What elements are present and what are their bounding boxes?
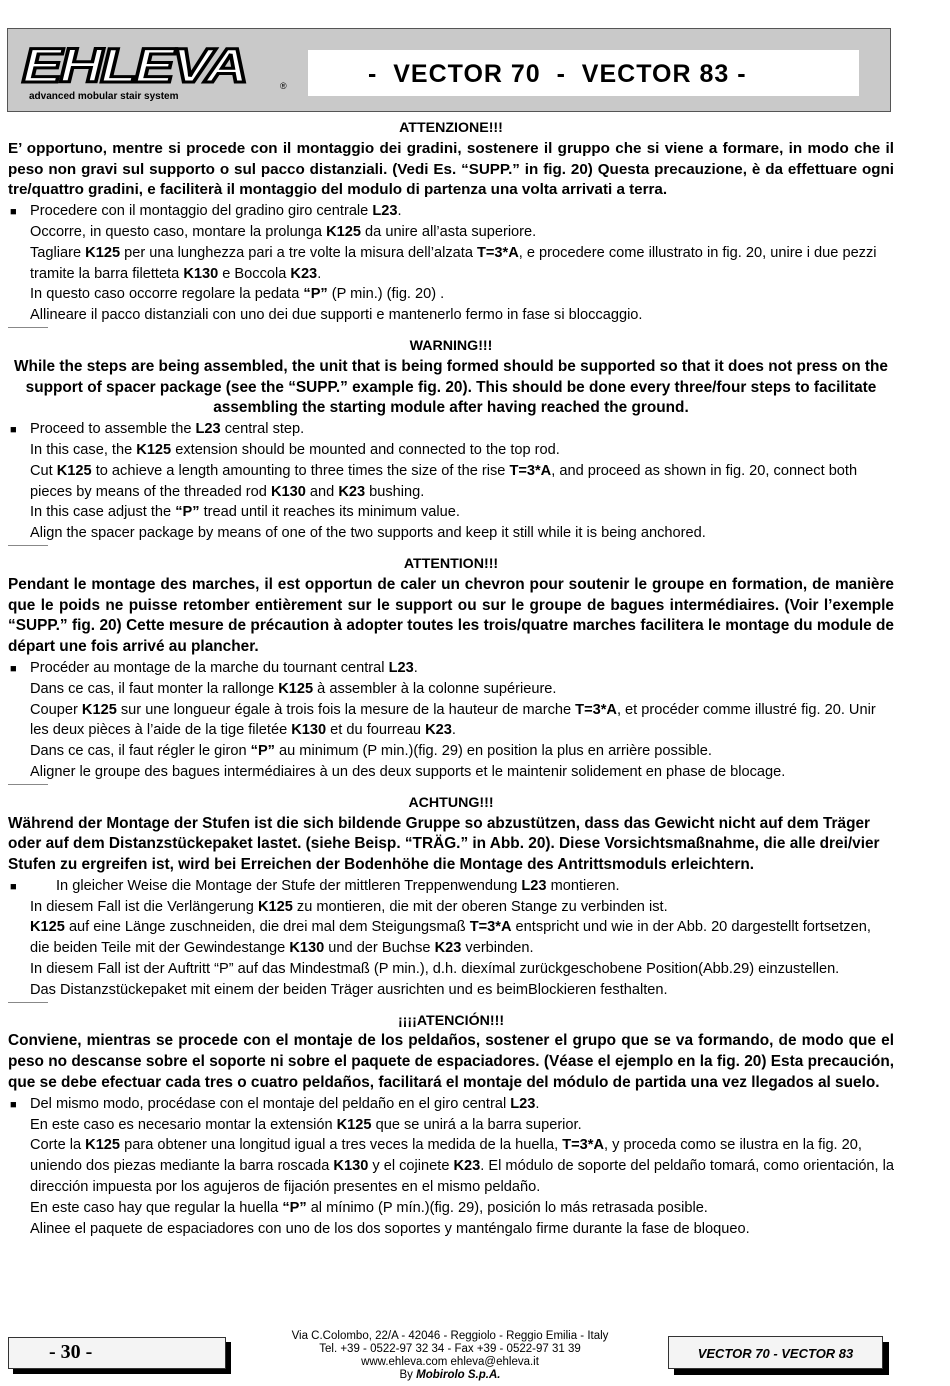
- company-line: [250, 1369, 650, 1382]
- step-line: Allineare il pacco distanziali con uno dei due supporti e mantenerlo fermo in fase si bloccaggio.: [30, 307, 643, 324]
- text: sur une longueur égale à trois fois la mesure de la hauteur de marche: [116, 701, 576, 718]
- intro-de: Während der Montage der Stufen ist die sich bildende Gruppe so abzustützen, dass das Gewicht nicht auf dem Träger oder auf dem Distanzstückepaket lastet. (siehe Beisp. “TRÄG.” in Abb. 20). Diese Vorsichtsmaßnahme, die alle drei/vier Stufen zu ergreifen ist, wird bei Erreichen der Bodenhöhe die Montage des Antrittsmoduls erleichtern.: [8, 814, 880, 874]
- text: and: [305, 483, 339, 500]
- text: En este caso es necesario montar la extensión: [30, 1116, 337, 1133]
- text: , y proceda como se ilustra en la fig. 20, uniendo dos piezas mediante la barra roscada: [30, 1137, 862, 1175]
- text: verbinden.: [461, 940, 534, 957]
- text: to achieve a length amounting to three times the size of the rise: [91, 462, 510, 479]
- part-code: L23: [372, 203, 398, 220]
- step-line: [8, 741, 894, 762]
- part-code: K125: [81, 701, 117, 718]
- part-code: K130: [270, 483, 306, 500]
- text: central step.: [220, 421, 305, 438]
- text: Dans ce cas, il faut monter la rallonge: [30, 680, 279, 697]
- text: Couper: [30, 701, 82, 718]
- logo-tagline: advanced mobular stair system: [29, 91, 179, 102]
- step-line: Aligner le groupe des bagues intermédiaires à un des deux supports et le maintenir solidement en phase de blocage.: [30, 763, 786, 780]
- step-item: [8, 876, 894, 897]
- intro-it: [8, 139, 894, 201]
- step-line: [8, 243, 894, 285]
- part-code: K130: [333, 1158, 369, 1175]
- text: , e procedere come illustrato in fig. 20, unire i due pezzi tramite la barra filetteta: [30, 244, 877, 282]
- text: auf eine Länge zuschneiden, die drei mal dem Steigungsmaß: [64, 919, 470, 936]
- formula: T=3*A: [509, 462, 552, 479]
- registered-mark: ®: [280, 81, 287, 91]
- step-line: [8, 461, 894, 503]
- step-line: Das Distanzstückepaket mit einem der beiden Träger ausrichten und es beimBlockieren festhalten.: [30, 981, 668, 998]
- part-code: K130: [183, 265, 219, 282]
- part-code: K130: [289, 940, 325, 957]
- tread-label: “P”: [303, 286, 328, 303]
- formula: T=3*A: [469, 919, 512, 936]
- part-code: K125: [257, 898, 293, 915]
- text: , et procéder comme illustré fig. 20. Unir les deux pièces à l’aide de la tige filetée: [30, 701, 876, 739]
- formula: T=3*A: [477, 244, 519, 261]
- company-name: Mobirolo S.p.A.: [416, 1369, 501, 1381]
- text: e Boccola: [218, 265, 291, 282]
- text: In questo caso occorre regolare la pedata: [30, 286, 304, 303]
- formula: T=3*A: [562, 1137, 604, 1154]
- part-code: L23: [195, 421, 221, 438]
- part-code: K23: [453, 1158, 481, 1175]
- part-code: K125: [326, 223, 361, 240]
- section-divider: [8, 545, 48, 546]
- intro-en: While the steps are being assembled, the unit that is being formed should be supported so that it does not press on the support of spacer package (see the “SUPP.” example fig. 20). This should be done every three/four steps to facilitate assembling the starting module after having reached the ground.: [14, 357, 888, 417]
- step-line: [8, 917, 894, 959]
- text: (P min.) (fig. 20) .: [327, 286, 445, 303]
- step-line: [8, 897, 894, 918]
- step-item: [8, 201, 894, 222]
- section-heading-de: ACHTUNG!!!: [408, 794, 494, 811]
- text: tread until it reaches its minimum value.: [199, 504, 460, 521]
- text: zu montieren, die mit der oberen Stange zu verbinden ist.: [292, 898, 668, 915]
- section-divider: [8, 327, 48, 328]
- address-line: Via C.Colombo, 22/A - 42046 - Reggiolo - Reggio Emilia - Italy: [291, 1330, 609, 1342]
- text: . El módulo de soporte del peldaño tomará, como orientación, la dirección impuesta por los agujeros de fijación presentes en el mismo peldaño.: [30, 1158, 895, 1196]
- ehleva-logo: EHLEVA: [22, 40, 246, 93]
- text: Dans ce cas, il faut régler le giron: [30, 743, 251, 760]
- text: para obtener una longitud igual a tres veces la medida de la huella,: [120, 1137, 563, 1154]
- text: bushing.: [365, 483, 425, 500]
- step-line: [8, 284, 894, 305]
- step-item: [8, 419, 894, 440]
- text: al mínimo (P mín.)(fig. 29), posición lo más retrasada posible.: [306, 1199, 708, 1216]
- text: .: [397, 203, 402, 220]
- product-name: VECTOR 70 - VECTOR 83: [697, 1346, 854, 1361]
- bullet-icon: ■: [10, 424, 17, 437]
- text: In gleicher Weise die Montage der Stufe der mittleren Treppenwendung: [56, 877, 522, 894]
- text: à assembler à la colonne supérieure.: [313, 680, 557, 697]
- step-line: [8, 1115, 894, 1136]
- text: Corte la: [30, 1137, 86, 1154]
- text: que se unirá a la barra superior.: [371, 1116, 582, 1133]
- intro-es: Conviene, mientras se procede con el montaje de los peldaños, sostener el grupo que se va formando, de modo que el peso no descanse sobre el soporte ni sobre el paquete de espaciadores. (Véase el ejemplo en la fig. 20) Esta precaución, que se debe efectuar cada tres o cuatro peldaños, facilitará el montaje del módulo de partida una vez llegados al suelo.: [8, 1032, 894, 1092]
- text: .: [451, 722, 456, 739]
- text: et du fourreau: [326, 722, 426, 739]
- part-code: K125: [136, 441, 172, 458]
- section-heading-it: ATTENZIONE!!!: [399, 120, 503, 136]
- intro-it-text: E’ opportuno, mentre si procede con il montaggio dei gradini, sostenere il gruppo che si viene a formare, in modo che il peso non gravi sul supporto o sul pacco distanziali. (Vedi Es. “SUPP.” in fig. 20) Questa precauzione, è da effettuare ogni tre/quattro gradini, e faciliterà il montaggio del modulo di partenza una volta arrivati a terra.: [8, 139, 894, 199]
- tread-label: “P”: [175, 504, 200, 521]
- step-item: [8, 658, 894, 679]
- text: In this case, the: [30, 441, 137, 458]
- text: Proceed to assemble the: [30, 421, 196, 438]
- text: y el cojinete: [368, 1158, 454, 1175]
- tread-label: “P”: [282, 1199, 307, 1216]
- text: .: [317, 265, 322, 282]
- text: En este caso hay que regular la huella: [30, 1199, 283, 1216]
- part-code: K23: [338, 483, 366, 500]
- step-line: [8, 700, 894, 742]
- page-number: - 30 -: [49, 1341, 93, 1363]
- section-heading-es: ¡¡¡¡ATENCIÓN!!!: [397, 1012, 505, 1029]
- bullet-icon: ■: [10, 1098, 17, 1111]
- tread-label: “P”: [250, 743, 275, 760]
- step-line: [8, 1135, 894, 1197]
- part-code: K23: [290, 265, 318, 282]
- phone-line: Tel. +39 - 0522-97 32 34 - Fax +39 - 0522-97 31 39: [319, 1343, 581, 1355]
- step-line: [8, 679, 894, 700]
- bullet-icon: ■: [10, 206, 17, 219]
- part-code: K130: [291, 722, 327, 739]
- part-code: K125: [30, 919, 65, 936]
- text: .: [535, 1095, 540, 1112]
- section-divider: [8, 1002, 48, 1003]
- text: per una lunghezza pari a tre volte la misura dell’alzata: [120, 244, 477, 261]
- part-code: L23: [388, 659, 414, 676]
- text: entspricht und wie in der Abb. 20 dargestellt fortsetzen, die beiden Teile mit der Gewindestange: [30, 919, 871, 957]
- page-header: [7, 28, 891, 112]
- bullet-icon: ■: [10, 880, 17, 893]
- part-code: K125: [85, 1137, 121, 1154]
- part-code: K125: [56, 462, 92, 479]
- page-number-box: [8, 1337, 226, 1369]
- text: In diesem Fall ist die Verlängerung: [30, 898, 258, 915]
- text: extension should be mounted and connected to the top rod.: [171, 441, 560, 458]
- step-line: [8, 222, 894, 243]
- page-content: [8, 118, 894, 1239]
- section-heading-en: WARNING!!!: [409, 337, 493, 354]
- text: Tagliare: [30, 244, 86, 261]
- by-label: By: [399, 1369, 417, 1381]
- text: .: [413, 659, 418, 676]
- step-line: [8, 440, 894, 461]
- text: Cut: [30, 462, 57, 479]
- section-heading-fr: ATTENTION!!!: [403, 555, 499, 572]
- part-code: K23: [425, 722, 452, 739]
- text: Del mismo modo, procédase con el montaje del peldaño en el giro central: [30, 1095, 511, 1112]
- step-line: [8, 1198, 894, 1219]
- text: In this case adjust the: [30, 504, 176, 521]
- section-divider: [8, 784, 48, 785]
- intro-fr: Pendant le montage des marches, il est opportun de caler un chevron pour soutenir le groupe en formation, de manière que le poids ne puisse retomber entièrement sur le support ou sur le groupe de bagues intermédiaires. (Voir l’exemple “SUPP.” fig. 20) Cette mesure de précaution à adopter toutes les trois/quatre marches facilitera le montage du module de départ une fois arrivé au plancher.: [8, 575, 894, 656]
- text: Procéder au montage de la marche du tournant central: [30, 659, 389, 676]
- product-name-box: [668, 1336, 883, 1369]
- company-address: [250, 1330, 650, 1382]
- step-line: In diesem Fall ist der Auftritt “P” auf das Mindestmaß (P min.), d.h. diexímal zurückgeschobene Position(Abb.29) einzustellen.: [30, 961, 840, 978]
- step-line: [8, 502, 894, 523]
- part-code: K125: [336, 1116, 372, 1133]
- bullet-icon: ■: [10, 662, 17, 675]
- text: Occorre, in questo caso, montare la prolunga: [30, 223, 327, 240]
- web-email-line: www.ehleva.com ehleva@ehleva.it: [361, 1356, 539, 1368]
- part-code: L23: [521, 877, 547, 894]
- document-title: - VECTOR 70 - VECTOR 83 -: [368, 60, 747, 88]
- part-code: L23: [510, 1095, 536, 1112]
- text: montieren.: [546, 877, 620, 894]
- step-line: Align the spacer package by means of one of the two supports and keep it still while it is being anchored.: [30, 525, 706, 542]
- step-line: Alinee el paquete de espaciadores con uno de los dos soportes y manténgalo firme durante la fase de bloqueo.: [30, 1220, 750, 1237]
- title-box: [308, 50, 859, 96]
- text: da unire all’asta superiore.: [360, 223, 537, 240]
- part-code: K23: [434, 940, 462, 957]
- formula: T=3*A: [575, 701, 617, 718]
- text: Procedere con il montaggio del gradino giro centrale: [30, 203, 373, 220]
- step-item: [8, 1094, 894, 1115]
- text: und der Buchse: [324, 940, 435, 957]
- text: , and proceed as shown in fig. 20, connect both pieces by means of the threaded rod: [30, 462, 858, 500]
- part-code: K125: [278, 680, 314, 697]
- text: au minimum (P min.)(fig. 29) en position la plus en arrière possible.: [274, 743, 712, 760]
- part-code: K125: [85, 244, 121, 261]
